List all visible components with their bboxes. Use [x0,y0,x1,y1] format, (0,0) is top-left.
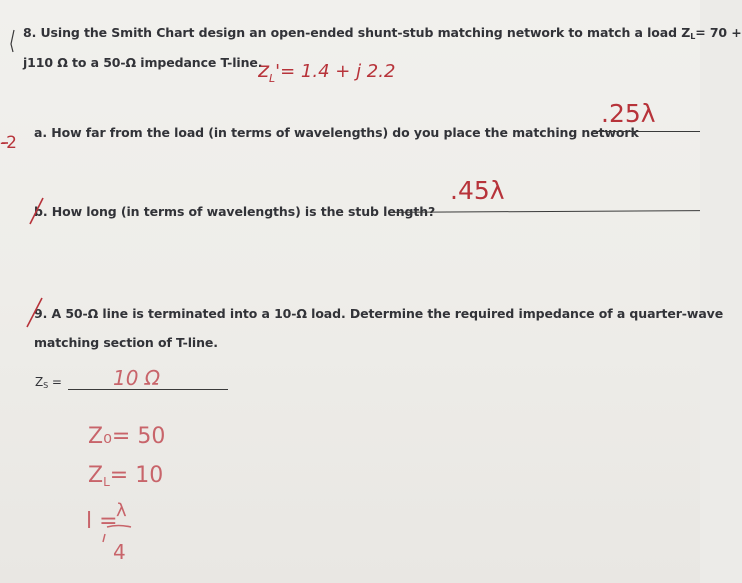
work-z0: Z₀= 50 [88,424,166,449]
zs-answer: 10 Ω [113,366,161,390]
question-8-line-2: j110 Ω to a 50-Ω impedance T-line. [23,55,263,70]
handwritten-z-value: '= 1.4 + j 2.2 [275,61,396,82]
work-zl-letter: Z [88,463,104,488]
handwritten-z: z [258,58,270,82]
part-b-label: b [34,204,43,219]
question-8-load-tail: = 70 + [695,25,742,40]
zs-subscript: S [43,381,49,390]
question-9-text: . A 50-Ω line is terminated into a 10-Ω load. Determine the required impedance of a quarter-wave [42,306,724,321]
work-zl [88,463,163,489]
part-a-answer: .25λ [601,99,656,128]
zs-equals: = [48,375,62,389]
question-9-line-2: matching section of T-line. [34,335,218,350]
work-length-denominator: 4 [113,540,126,564]
zs-label [35,375,62,390]
part-a-question: a. How far from the load (in terms of wavelengths) do you place the matching network [34,125,639,140]
question-8-text: 8. Using the Smith Chart design an open-ended shunt-stub matching network to match a load Z [23,25,691,40]
work-length: l = [86,509,118,534]
zs-letter: Z [35,375,44,389]
part-b-answer: .45λ [450,176,505,205]
part-b-text: . How long (in terms of wavelengths) is the stub length? [42,204,436,219]
work-length-numerator: λ [116,500,127,521]
question-9-number: 9 [34,306,43,321]
work-zl-subscript: L [103,475,110,489]
handwritten-normalized-load [258,58,395,85]
question-8-load-subscript: L [690,32,696,41]
part-a-score-mark: -2 [0,133,17,153]
work-zl-value: = 10 [109,463,164,488]
part-b-answer-line [388,210,700,213]
question-8-line-1 [23,25,742,41]
handwritten-z-subscript: L [269,72,276,85]
part-b-question [34,204,435,219]
part-a-answer-line [592,131,700,132]
question-9-line-1 [34,306,723,321]
